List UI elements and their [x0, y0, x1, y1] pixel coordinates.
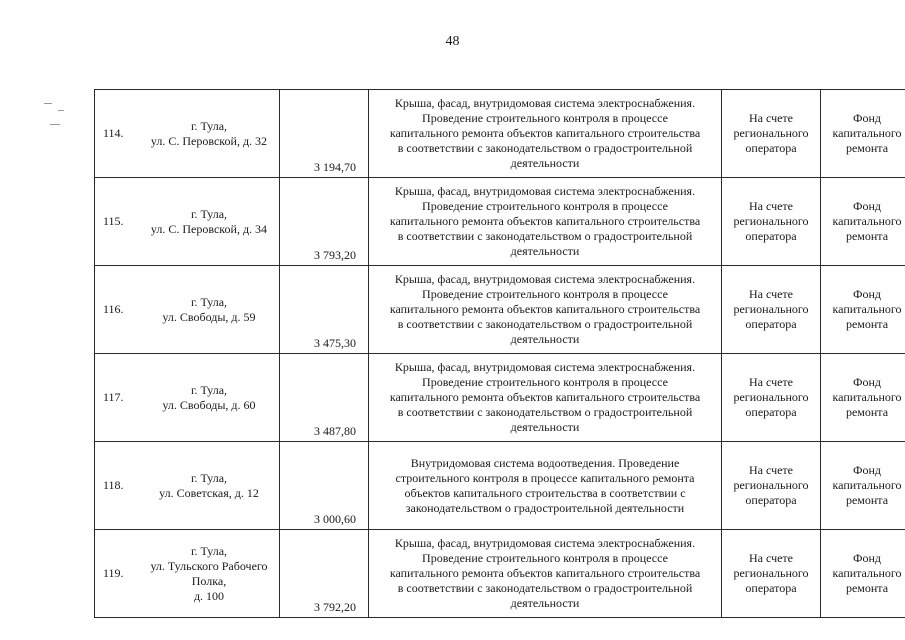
- table-row: [95, 530, 905, 618]
- address-cell-line: г. Тула,: [190, 543, 228, 558]
- funding-source-cell-line: ремонта: [845, 141, 889, 155]
- works-cell-line: Проведение строительного контроля в процессе: [422, 375, 668, 389]
- account-cell: [722, 90, 821, 178]
- table-row: [95, 90, 905, 178]
- works-cell-line: Внутридомовая система водоотведения. Проведение: [410, 455, 680, 470]
- funding-source-cell-line: Фонд: [852, 463, 881, 477]
- address-cell-line: г. Тула,: [190, 294, 228, 309]
- address-cell-line: ул. Советская, д. 12: [159, 485, 259, 500]
- works-cell-line: в соответствии с законодательством о градостроительной: [397, 581, 693, 595]
- works-cell-line: капитального ремонта объектов капитального строительства: [389, 302, 701, 316]
- margin-scan-mark: [50, 124, 60, 125]
- address-cell-line: Полка,: [191, 573, 227, 588]
- row-number: 115.: [95, 178, 140, 266]
- funding-source-cell: [821, 530, 905, 618]
- address-cell: [139, 178, 280, 266]
- table-row: [95, 442, 905, 530]
- works-cell: [369, 530, 722, 618]
- account-cell-line: На счете: [748, 287, 793, 301]
- funding-source-cell-line: Фонд: [852, 375, 881, 389]
- account-cell-line: регионального: [733, 566, 809, 580]
- account-cell: [722, 178, 821, 266]
- account-cell-line: На счете: [748, 199, 793, 213]
- account-cell: [722, 442, 821, 530]
- row-number: 114.: [95, 90, 140, 178]
- works-cell-line: деятельности: [510, 244, 580, 258]
- funding-source-cell: [821, 266, 905, 354]
- works-cell-line: Крыша, фасад, внутридомовая система электроснабжения.: [394, 536, 696, 550]
- account-cell-line: оператора: [745, 229, 797, 243]
- works-cell-line: в соответствии с законодательством о градостроительной: [397, 141, 693, 155]
- margin-scan-mark: [58, 110, 64, 111]
- works-cell: [369, 266, 722, 354]
- funding-source-cell: [821, 442, 905, 530]
- address-cell-line: д. 100: [193, 588, 225, 603]
- table-row: [95, 178, 905, 266]
- address-cell: [139, 354, 280, 442]
- works-cell-line: Крыша, фасад, внутридомовая система электроснабжения.: [394, 360, 696, 374]
- address-cell: [139, 442, 280, 530]
- account-cell-line: оператора: [745, 317, 797, 331]
- works-cell: [369, 354, 722, 442]
- funding-source-cell-line: ремонта: [845, 229, 889, 243]
- area-cell: 3 792,20: [280, 530, 369, 618]
- account-cell-line: регионального: [733, 126, 809, 140]
- account-cell-line: На счете: [748, 111, 793, 125]
- works-cell-line: в соответствии с законодательством о градостроительной: [397, 317, 693, 331]
- works-cell-line: Проведение строительного контроля в процессе: [422, 199, 668, 213]
- table-row: [95, 354, 905, 442]
- funding-source-cell: [821, 90, 905, 178]
- works-cell: [369, 178, 722, 266]
- account-cell-line: оператора: [745, 581, 797, 595]
- works-cell-line: Крыша, фасад, внутридомовая система электроснабжения.: [394, 96, 696, 110]
- funding-source-cell-line: ремонта: [845, 405, 889, 419]
- account-cell-line: регионального: [733, 390, 809, 404]
- works-cell-line: Проведение строительного контроля в процессе: [422, 287, 668, 301]
- address-cell-line: г. Тула,: [190, 470, 228, 485]
- page-number: 48: [445, 34, 460, 49]
- repair-register-table: [94, 89, 905, 618]
- table-row: [95, 266, 905, 354]
- works-cell-line: капитального ремонта объектов капитального строительства: [389, 214, 701, 228]
- area-cell: 3 487,80: [280, 354, 369, 442]
- address-cell-line: г. Тула,: [190, 382, 228, 397]
- works-cell-line: объектов капитального строительства в соответствии с: [404, 485, 686, 500]
- account-cell-line: На счете: [748, 551, 793, 565]
- works-cell-line: Проведение строительного контроля в процессе: [422, 111, 668, 125]
- margin-scan-mark: [44, 103, 52, 104]
- works-cell-line: капитального ремонта объектов капитального строительства: [389, 126, 701, 140]
- row-number: 116.: [95, 266, 140, 354]
- address-cell-line: ул. С. Перовской, д. 32: [150, 133, 268, 148]
- funding-source-cell-line: капитального: [832, 566, 902, 580]
- account-cell-line: регионального: [733, 478, 809, 492]
- works-cell-line: капитального ремонта объектов капитального строительства: [389, 390, 701, 404]
- works-cell-line: законодательством о градостроительной деятельности: [405, 500, 685, 515]
- funding-source-cell: [821, 178, 905, 266]
- address-cell: [139, 266, 280, 354]
- account-cell: [722, 266, 821, 354]
- address-cell-line: г. Тула,: [190, 118, 228, 133]
- area-cell: 3 000,60: [280, 442, 369, 530]
- address-cell-line: г. Тула,: [190, 206, 228, 221]
- funding-source-cell-line: Фонд: [852, 551, 881, 565]
- account-cell-line: На счете: [748, 375, 793, 389]
- area-cell: 3 475,30: [280, 266, 369, 354]
- account-cell-line: регионального: [733, 214, 809, 228]
- funding-source-cell-line: ремонта: [845, 581, 889, 595]
- address-cell-line: ул. С. Перовской, д. 34: [150, 221, 268, 236]
- address-cell-line: ул. Тульского Рабочего: [150, 558, 268, 573]
- works-cell: [369, 442, 722, 530]
- row-number: 118.: [95, 442, 140, 530]
- row-number: 117.: [95, 354, 140, 442]
- account-cell: [722, 530, 821, 618]
- works-cell-line: деятельности: [510, 156, 580, 170]
- account-cell-line: регионального: [733, 302, 809, 316]
- funding-source-cell-line: капитального: [832, 126, 902, 140]
- account-cell-line: оператора: [745, 405, 797, 419]
- account-cell-line: оператора: [745, 493, 797, 507]
- works-cell-line: деятельности: [510, 332, 580, 346]
- funding-source-cell-line: Фонд: [852, 111, 881, 125]
- funding-source-cell-line: капитального: [832, 478, 902, 492]
- funding-source-cell-line: ремонта: [845, 493, 889, 507]
- works-cell-line: капитального ремонта объектов капитального строительства: [389, 566, 701, 580]
- account-cell-line: На счете: [748, 463, 793, 477]
- account-cell-line: оператора: [745, 141, 797, 155]
- address-cell-line: ул. Свободы, д. 60: [162, 397, 256, 412]
- funding-source-cell-line: Фонд: [852, 199, 881, 213]
- works-cell-line: деятельности: [510, 596, 580, 610]
- funding-source-cell: [821, 354, 905, 442]
- funding-source-cell-line: ремонта: [845, 317, 889, 331]
- works-cell-line: деятельности: [510, 420, 580, 434]
- address-cell: [139, 530, 280, 618]
- works-cell: [369, 90, 722, 178]
- funding-source-cell-line: капитального: [832, 302, 902, 316]
- works-cell-line: Крыша, фасад, внутридомовая система электроснабжения.: [394, 184, 696, 198]
- funding-source-cell-line: капитального: [832, 390, 902, 404]
- area-cell: 3 194,70: [280, 90, 369, 178]
- address-cell-line: ул. Свободы, д. 59: [162, 309, 256, 324]
- works-cell-line: строительного контроля в процессе капитального ремонта: [395, 470, 695, 485]
- area-cell: 3 793,20: [280, 178, 369, 266]
- funding-source-cell-line: капитального: [832, 214, 902, 228]
- funding-source-cell-line: Фонд: [852, 287, 881, 301]
- works-cell-line: в соответствии с законодательством о градостроительной: [397, 229, 693, 243]
- row-number: 119.: [95, 530, 140, 618]
- address-cell: [139, 90, 280, 178]
- works-cell-line: Проведение строительного контроля в процессе: [422, 551, 668, 565]
- works-cell-line: Крыша, фасад, внутридомовая система электроснабжения.: [394, 272, 696, 286]
- works-cell-line: в соответствии с законодательством о градостроительной: [397, 405, 693, 419]
- account-cell: [722, 354, 821, 442]
